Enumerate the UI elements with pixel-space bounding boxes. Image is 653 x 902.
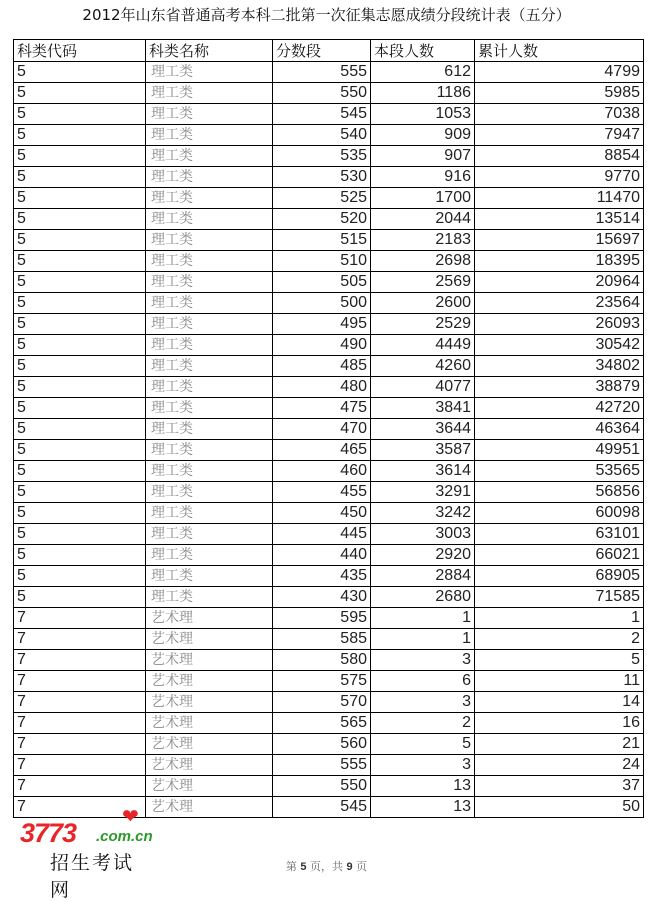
cell-category-name: 理工类 xyxy=(146,167,273,188)
cell-segment-count: 3644 xyxy=(371,419,475,440)
cell-category-code: 5 xyxy=(14,146,146,167)
cell-score-range: 485 xyxy=(273,356,371,377)
cell-category-name: 理工类 xyxy=(146,209,273,230)
table-row xyxy=(14,797,644,818)
cell-cumulative-count: 13514 xyxy=(475,209,644,230)
footer-prefix: 第 xyxy=(285,860,297,873)
cell-score-range: 500 xyxy=(273,293,371,314)
cell-score-range: 550 xyxy=(273,83,371,104)
cell-cumulative-count: 20964 xyxy=(475,272,644,293)
cell-cumulative-count: 24 xyxy=(475,755,644,776)
cell-category-code: 5 xyxy=(14,461,146,482)
cell-score-range: 445 xyxy=(273,524,371,545)
cell-category-code: 5 xyxy=(14,377,146,398)
cell-segment-count: 3 xyxy=(371,692,475,713)
table-row xyxy=(14,251,644,272)
cell-segment-count: 3 xyxy=(371,650,475,671)
cell-score-range: 595 xyxy=(273,608,371,629)
table-row xyxy=(14,692,644,713)
cell-category-code: 7 xyxy=(14,713,146,734)
cell-category-code: 5 xyxy=(14,587,146,608)
cell-category-code: 7 xyxy=(14,608,146,629)
cell-category-code: 5 xyxy=(14,83,146,104)
cell-cumulative-count: 15697 xyxy=(475,230,644,251)
cell-score-range: 510 xyxy=(273,251,371,272)
cell-score-range: 525 xyxy=(273,188,371,209)
table-row xyxy=(14,167,644,188)
cell-category-code: 5 xyxy=(14,524,146,545)
cell-cumulative-count: 30542 xyxy=(475,335,644,356)
table-body xyxy=(14,62,644,818)
cell-category-name: 理工类 xyxy=(146,566,273,587)
table-row xyxy=(14,62,644,83)
table-row xyxy=(14,650,644,671)
cell-category-code: 7 xyxy=(14,797,146,818)
cell-score-range: 495 xyxy=(273,314,371,335)
table-row xyxy=(14,83,644,104)
header-cumulative-count: 累计人数 xyxy=(475,40,644,62)
cell-segment-count: 2529 xyxy=(371,314,475,335)
table-row xyxy=(14,776,644,797)
header-segment-count: 本段人数 xyxy=(371,40,475,62)
header-score-range: 分数段 xyxy=(273,40,371,62)
cell-category-code: 7 xyxy=(14,755,146,776)
cell-category-name: 理工类 xyxy=(146,482,273,503)
cell-cumulative-count: 63101 xyxy=(475,524,644,545)
cell-category-name: 艺术理 xyxy=(146,713,273,734)
cell-segment-count: 3 xyxy=(371,755,475,776)
cell-cumulative-count: 38879 xyxy=(475,377,644,398)
footer-total-pages: 9 xyxy=(346,861,353,873)
cell-category-code: 5 xyxy=(14,398,146,419)
cell-segment-count: 3587 xyxy=(371,440,475,461)
cell-category-name: 理工类 xyxy=(146,398,273,419)
cell-category-name: 理工类 xyxy=(146,251,273,272)
cell-segment-count: 4449 xyxy=(371,335,475,356)
cell-cumulative-count: 71585 xyxy=(475,587,644,608)
cell-category-name: 理工类 xyxy=(146,335,273,356)
table-header-row xyxy=(14,40,644,62)
cell-category-name: 理工类 xyxy=(146,440,273,461)
cell-score-range: 575 xyxy=(273,671,371,692)
cell-segment-count: 2569 xyxy=(371,272,475,293)
cell-category-code: 5 xyxy=(14,440,146,461)
cell-category-code: 5 xyxy=(14,209,146,230)
cell-category-code: 5 xyxy=(14,293,146,314)
table-row xyxy=(14,671,644,692)
table-row xyxy=(14,482,644,503)
cell-cumulative-count: 2 xyxy=(475,629,644,650)
cell-score-range: 440 xyxy=(273,545,371,566)
cell-score-range: 550 xyxy=(273,776,371,797)
cell-category-name: 理工类 xyxy=(146,83,273,104)
cell-category-code: 7 xyxy=(14,671,146,692)
table-row xyxy=(14,293,644,314)
table-row xyxy=(14,524,644,545)
cell-segment-count: 4260 xyxy=(371,356,475,377)
cell-segment-count: 6 xyxy=(371,671,475,692)
table-row xyxy=(14,230,644,251)
cell-category-code: 7 xyxy=(14,629,146,650)
table-row xyxy=(14,398,644,419)
table-row xyxy=(14,188,644,209)
table-row xyxy=(14,272,644,293)
cell-segment-count: 3242 xyxy=(371,503,475,524)
cell-segment-count: 909 xyxy=(371,125,475,146)
cell-category-name: 艺术理 xyxy=(146,608,273,629)
table-row xyxy=(14,314,644,335)
cell-score-range: 555 xyxy=(273,755,371,776)
table-row xyxy=(14,125,644,146)
cell-segment-count: 2183 xyxy=(371,230,475,251)
cell-category-name: 理工类 xyxy=(146,125,273,146)
cell-cumulative-count: 5985 xyxy=(475,83,644,104)
table-row xyxy=(14,356,644,377)
table-row xyxy=(14,419,644,440)
table-row xyxy=(14,734,644,755)
table-row xyxy=(14,461,644,482)
cell-segment-count: 1 xyxy=(371,629,475,650)
cell-score-range: 515 xyxy=(273,230,371,251)
cell-score-range: 560 xyxy=(273,734,371,755)
table-row xyxy=(14,104,644,125)
cell-segment-count: 2600 xyxy=(371,293,475,314)
heart-icon: ❤ xyxy=(122,806,139,828)
page-title: 2012年山东省普通高考本科二批第一次征集志愿成绩分段统计表（五分） xyxy=(82,6,571,24)
cell-score-range: 545 xyxy=(273,797,371,818)
footer-suffix: 页 xyxy=(356,860,368,873)
cell-category-name: 理工类 xyxy=(146,314,273,335)
cell-category-code: 5 xyxy=(14,272,146,293)
cell-cumulative-count: 4799 xyxy=(475,62,644,83)
cell-segment-count: 3291 xyxy=(371,482,475,503)
cell-cumulative-count: 37 xyxy=(475,776,644,797)
cell-score-range: 505 xyxy=(273,272,371,293)
cell-segment-count: 2920 xyxy=(371,545,475,566)
logo-domain: .com.cn xyxy=(96,828,153,845)
cell-segment-count: 2044 xyxy=(371,209,475,230)
cell-segment-count: 612 xyxy=(371,62,475,83)
cell-score-range: 570 xyxy=(273,692,371,713)
table-row xyxy=(14,629,644,650)
table-row xyxy=(14,335,644,356)
cell-score-range: 480 xyxy=(273,377,371,398)
cell-segment-count: 3003 xyxy=(371,524,475,545)
cell-category-name: 艺术理 xyxy=(146,650,273,671)
cell-cumulative-count: 46364 xyxy=(475,419,644,440)
cell-segment-count: 1053 xyxy=(371,104,475,125)
cell-segment-count: 1700 xyxy=(371,188,475,209)
cell-segment-count: 2 xyxy=(371,713,475,734)
cell-category-name: 理工类 xyxy=(146,188,273,209)
cell-category-name: 艺术理 xyxy=(146,734,273,755)
table-row xyxy=(14,377,644,398)
cell-cumulative-count: 5 xyxy=(475,650,644,671)
cell-score-range: 545 xyxy=(273,104,371,125)
cell-category-code: 5 xyxy=(14,251,146,272)
cell-cumulative-count: 18395 xyxy=(475,251,644,272)
cell-score-range: 435 xyxy=(273,566,371,587)
header-category-code: 科类代码 xyxy=(14,40,146,62)
cell-score-range: 580 xyxy=(273,650,371,671)
cell-score-range: 535 xyxy=(273,146,371,167)
cell-category-name: 理工类 xyxy=(146,230,273,251)
cell-segment-count: 2884 xyxy=(371,566,475,587)
cell-category-code: 5 xyxy=(14,566,146,587)
cell-category-name: 理工类 xyxy=(146,293,273,314)
cell-category-name: 理工类 xyxy=(146,104,273,125)
cell-segment-count: 907 xyxy=(371,146,475,167)
cell-category-name: 艺术理 xyxy=(146,776,273,797)
score-table xyxy=(13,39,644,818)
page-footer xyxy=(0,858,653,874)
cell-score-range: 455 xyxy=(273,482,371,503)
cell-score-range: 565 xyxy=(273,713,371,734)
cell-category-name: 艺术理 xyxy=(146,671,273,692)
cell-cumulative-count: 21 xyxy=(475,734,644,755)
cell-segment-count: 916 xyxy=(371,167,475,188)
cell-category-name: 理工类 xyxy=(146,503,273,524)
cell-category-code: 5 xyxy=(14,503,146,524)
cell-cumulative-count: 50 xyxy=(475,797,644,818)
table-row xyxy=(14,755,644,776)
cell-score-range: 450 xyxy=(273,503,371,524)
cell-cumulative-count: 7038 xyxy=(475,104,644,125)
cell-category-name: 艺术理 xyxy=(146,755,273,776)
logo-subtitle: 招生考试网 xyxy=(50,852,135,901)
cell-segment-count: 13 xyxy=(371,797,475,818)
cell-category-name: 理工类 xyxy=(146,524,273,545)
cell-score-range: 585 xyxy=(273,629,371,650)
cell-category-name: 理工类 xyxy=(146,62,273,83)
cell-cumulative-count: 11470 xyxy=(475,188,644,209)
cell-category-name: 理工类 xyxy=(146,146,273,167)
cell-segment-count: 5 xyxy=(371,734,475,755)
cell-segment-count: 13 xyxy=(371,776,475,797)
cell-score-range: 530 xyxy=(273,167,371,188)
cell-category-name: 理工类 xyxy=(146,461,273,482)
cell-category-code: 5 xyxy=(14,188,146,209)
cell-category-code: 5 xyxy=(14,230,146,251)
cell-cumulative-count: 68905 xyxy=(475,566,644,587)
footer-middle: 页，共 xyxy=(310,860,343,873)
cell-category-code: 5 xyxy=(14,356,146,377)
cell-cumulative-count: 34802 xyxy=(475,356,644,377)
cell-category-code: 5 xyxy=(14,482,146,503)
cell-category-code: 5 xyxy=(14,104,146,125)
cell-cumulative-count: 14 xyxy=(475,692,644,713)
cell-cumulative-count: 49951 xyxy=(475,440,644,461)
cell-cumulative-count: 26093 xyxy=(475,314,644,335)
cell-score-range: 475 xyxy=(273,398,371,419)
cell-segment-count: 1186 xyxy=(371,83,475,104)
cell-score-range: 540 xyxy=(273,125,371,146)
table-row xyxy=(14,608,644,629)
cell-category-code: 5 xyxy=(14,62,146,83)
cell-cumulative-count: 66021 xyxy=(475,545,644,566)
cell-cumulative-count: 1 xyxy=(475,608,644,629)
cell-category-name: 理工类 xyxy=(146,356,273,377)
cell-cumulative-count: 23564 xyxy=(475,293,644,314)
cell-segment-count: 3614 xyxy=(371,461,475,482)
cell-category-name: 艺术理 xyxy=(146,629,273,650)
cell-category-code: 5 xyxy=(14,419,146,440)
cell-category-name: 艺术理 xyxy=(146,692,273,713)
cell-category-code: 7 xyxy=(14,734,146,755)
cell-cumulative-count: 7947 xyxy=(475,125,644,146)
logo-number: 3773 xyxy=(20,818,77,848)
cell-segment-count: 2698 xyxy=(371,251,475,272)
cell-cumulative-count: 60098 xyxy=(475,503,644,524)
table-row xyxy=(14,146,644,167)
header-category-name: 科类名称 xyxy=(146,40,273,62)
cell-cumulative-count: 56856 xyxy=(475,482,644,503)
cell-category-name: 艺术理 xyxy=(146,797,273,818)
cell-category-code: 5 xyxy=(14,167,146,188)
table-row xyxy=(14,209,644,230)
cell-segment-count: 1 xyxy=(371,608,475,629)
cell-category-name: 理工类 xyxy=(146,587,273,608)
cell-category-code: 5 xyxy=(14,314,146,335)
cell-score-range: 520 xyxy=(273,209,371,230)
cell-category-name: 理工类 xyxy=(146,377,273,398)
cell-cumulative-count: 11 xyxy=(475,671,644,692)
cell-category-code: 7 xyxy=(14,776,146,797)
cell-cumulative-count: 8854 xyxy=(475,146,644,167)
cell-category-code: 7 xyxy=(14,650,146,671)
cell-cumulative-count: 53565 xyxy=(475,461,644,482)
cell-category-name: 理工类 xyxy=(146,545,273,566)
cell-segment-count: 3841 xyxy=(371,398,475,419)
cell-cumulative-count: 16 xyxy=(475,713,644,734)
cell-cumulative-count: 42720 xyxy=(475,398,644,419)
cell-category-code: 7 xyxy=(14,692,146,713)
cell-segment-count: 4077 xyxy=(371,377,475,398)
cell-category-code: 5 xyxy=(14,335,146,356)
cell-cumulative-count: 9770 xyxy=(475,167,644,188)
table-row xyxy=(14,587,644,608)
cell-score-range: 465 xyxy=(273,440,371,461)
cell-score-range: 470 xyxy=(273,419,371,440)
cell-category-code: 5 xyxy=(14,125,146,146)
cell-category-name: 理工类 xyxy=(146,419,273,440)
table-row xyxy=(14,566,644,587)
cell-score-range: 430 xyxy=(273,587,371,608)
table-row xyxy=(14,440,644,461)
cell-category-name: 理工类 xyxy=(146,272,273,293)
table-row xyxy=(14,713,644,734)
footer-page-number: 5 xyxy=(300,861,307,873)
cell-score-range: 490 xyxy=(273,335,371,356)
cell-score-range: 555 xyxy=(273,62,371,83)
cell-category-code: 5 xyxy=(14,545,146,566)
cell-score-range: 460 xyxy=(273,461,371,482)
table-row xyxy=(14,503,644,524)
table-row xyxy=(14,545,644,566)
cell-segment-count: 2680 xyxy=(371,587,475,608)
